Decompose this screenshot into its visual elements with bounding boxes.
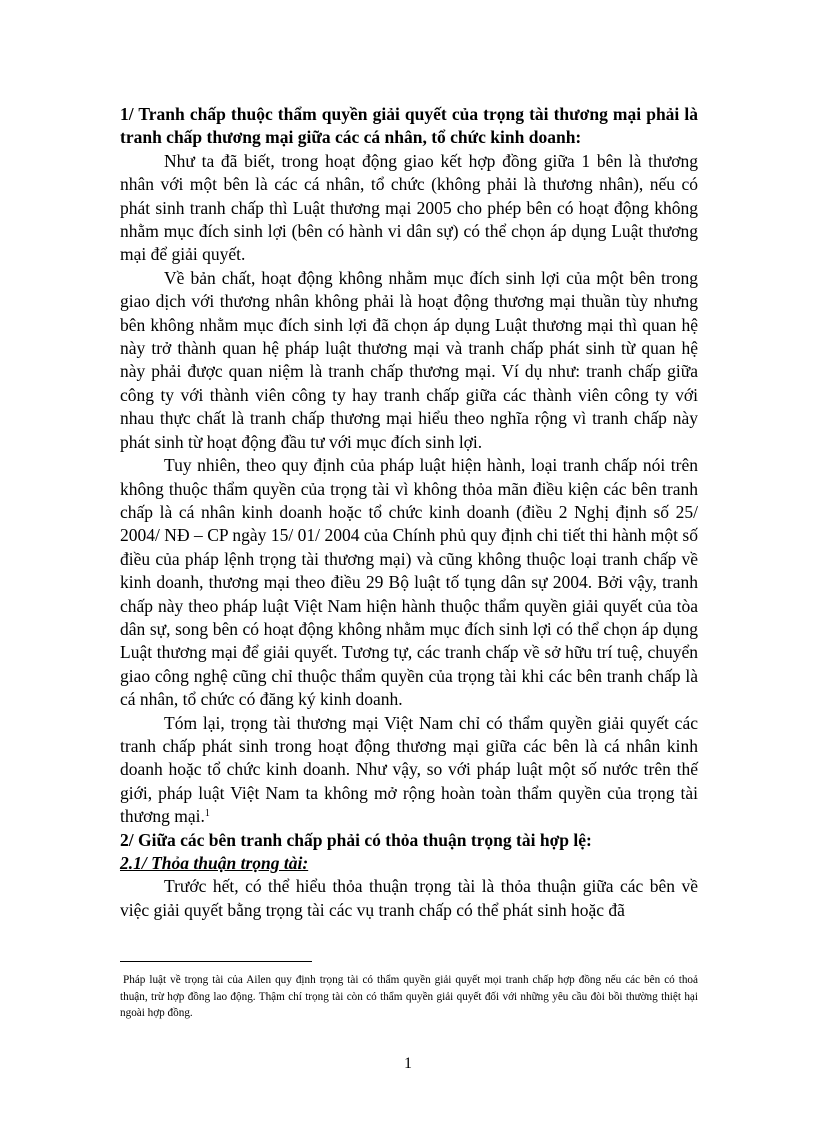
footnote-reference[interactable]: 1 [204, 808, 210, 820]
footnote: Pháp luật về trọng tài của Ailen quy định trọng tài có thẩm quyền giải quyết mọi tranh chấp hợp đồng nếu các bên có thoả thuận, trừ hợp đồng lao động. Thậm chí trọng tài còn có thẩm quyền giải quyết đối với những yêu cầu đòi bồi thường thiệt hại ngoài hợp đồng. [120, 974, 698, 1020]
paragraph-summary [120, 712, 698, 829]
paragraph: Như ta đã biết, trong hoạt động giao kết hợp đồng giữa 1 bên là thương nhân với một bên là các cá nhân, tổ chức (không phải là thương nhân), nếu có phát sinh tranh chấp thì Luật thương mại 2005 cho phép bên có hoạt động không nhằm mục đích sinh lợi (bên có hành vi dân sự) có thể chọn áp dụng Luật thương mại để giải quyết. [120, 150, 698, 265]
section-heading-2: 2/ Giữa các bên tranh chấp phải có thỏa thuận trọng tài hợp lệ: [120, 829, 592, 850]
paragraph-summary-text: Tóm lại, trọng tài thương mại Việt Nam chỉ có thẩm quyền giải quyết các tranh chấp phát sinh trong hoạt động thương mại giữa các bên là cá nhân kinh doanh hoặc tổ chức kinh doanh. Như vậy, so với pháp luật một số nước trên thế giới, pháp luật Việt Nam ta không mở rộng hoàn toàn thẩm quyền của trọng tài thương mại. [120, 712, 698, 827]
paragraph: Tuy nhiên, theo quy định của pháp luật hiện hành, loại tranh chấp nói trên không thuộc thẩm quyền của trọng tài vì không thỏa mãn điều kiện các bên tranh chấp là cá nhân kinh doanh hoặc tổ chức kinh doanh (điều 2 Nghị định số 25/ 2004/ NĐ – CP ngày 15/ 01/ 2004 của Chính phủ quy định chi tiết thi hành một số điều của pháp lệnh trọng tài thương mại) và cũng không thuộc loại tranh chấp về kinh doanh, thương mại theo điều 29 Bộ luật tố tụng dân sự 2004. Bởi vậy, tranh chấp này theo pháp luật Việt Nam hiện hành thuộc thẩm quyền giải quyết của tòa dân sự, song bên có hoạt động không nhằm mục đích sinh lợi có thể chọn áp dụng Luật thương mại để giải quyết. Tương tự, các tranh chấp về sở hữu trí tuệ, chuyển giao công nghệ cũng chỉ thuộc thẩm quyền của trọng tài khi các bên tranh chấp là cá nhân, tổ chức có đăng ký kinh doanh. [120, 455, 698, 710]
page-number: 1 [404, 1055, 412, 1072]
subsection-heading-text: 2.1/ Thỏa thuận trọng tài: [120, 853, 309, 873]
paragraph: Trước hết, có thể hiểu thỏa thuận trọng tài là thỏa thuận giữa các bên về việc giải quyết bằng trọng tài các vụ tranh chấp có thể phát sinh hoặc đã [120, 876, 698, 920]
paragraph: Về bản chất, hoạt động không nhằm mục đích sinh lợi của một bên trong giao dịch với thương nhân không phải là hoạt động thương mại thuần tùy nhưng bên không nhằm mục đích sinh lợi đã chọn áp dụng Luật thương mại thì quan hệ này trở thành quan hệ pháp luật thương mại và tranh chấp phát sinh từ quan hệ này phải được quan niệm là tranh chấp thương mại. Ví dụ như: tranh chấp giữa công ty với thành viên công ty hay tranh chấp giữa các thành viên công ty với nhau thực chất là tranh chấp thương mại hiểu theo nghĩa rộng vì tranh chấp này phát sinh từ hoạt động đầu tư với mục đích sinh lợi. [120, 267, 698, 452]
subsection-heading [120, 852, 698, 875]
body-text [120, 103, 698, 922]
footnote-divider [120, 961, 312, 962]
section-heading-1: 1/ Tranh chấp thuộc thẩm quyền giải quyết của trọng tài thương mại phải là tranh chấp thương mại giữa các cá nhân, tổ chức kinh doanh: [120, 104, 698, 148]
